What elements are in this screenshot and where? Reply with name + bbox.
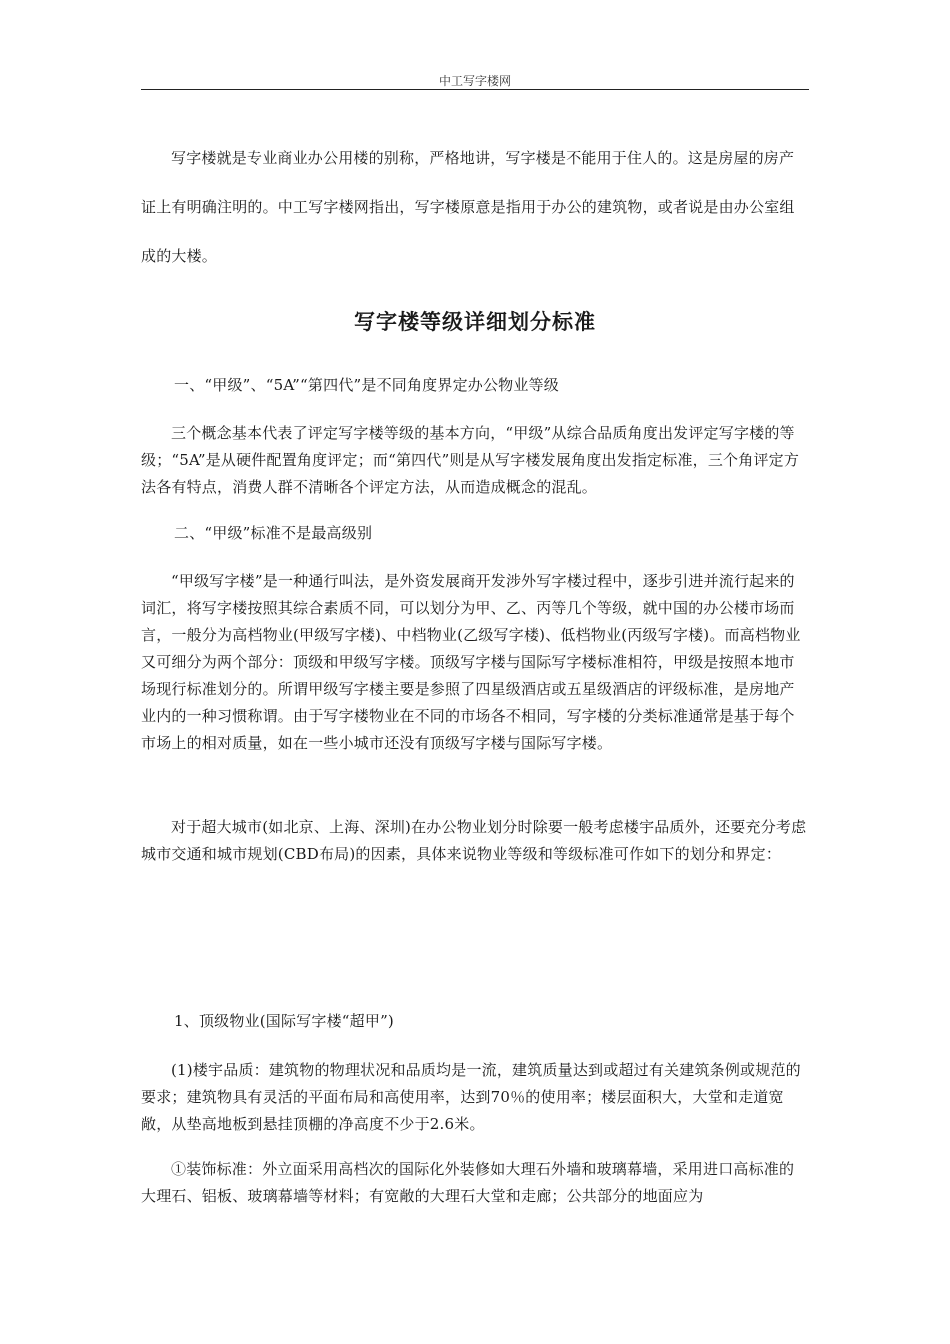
section-2-body-continued: 对于超大城市(如北京、上海、深圳)在办公物业划分时除要一般考虑楼宇品质外，还要充分考虑城市交通和城市规划(CBD布局)的因素，具体来说物业等级和等级标准可作如下的划分和界定： xyxy=(141,818,807,863)
section-2-heading: 二、“甲级”标准不是最高级别 xyxy=(174,524,373,542)
header-divider xyxy=(141,89,809,90)
item-1-quality: (1)楼宇品质：建筑物的物理状况和品质均是一流，建筑质量达到或超过有关建筑条例或规范的要求；建筑物具有灵活的平面布局和高使用率，达到70％的使用率；楼层面积大，大堂和走道宽敞，从垫高地板到悬挂顶棚的净高度不少于2.6米。 xyxy=(141,1061,801,1133)
section-1-heading: 一、“甲级”、“5A”“第四代”是不同角度界定办公物业等级 xyxy=(174,376,559,394)
item-1-heading: 1、顶级物业(国际写字楼“超甲”) xyxy=(174,1012,394,1030)
section-2-body: “甲级写字楼”是一种通行叫法，是外资发展商开发涉外写字楼过程中，逐步引进并流行起来的词汇，将写字楼按照其综合素质不同，可以划分为甲、乙、丙等几个等级，就中国的办公楼市场而言，一般分为高档物业(甲级写字楼)、中档物业(乙级写字楼)、低档物业(丙级写字楼)。而高档物业又可细分为两个部分：顶级和甲级写字楼。顶级写字楼与国际写字楼标准相符，甲级是按照本地市场现行标准划分的。所谓甲级写字楼主要是参照了四星级酒店或五星级酒店的评级标准，是房地产业内的一种习惯称谓。由于写字楼物业在不同的市场各不相同，写字楼的分类标准通常是基于每个市场上的相对质量，如在一些小城市还没有顶级写字楼与国际写字楼。 xyxy=(141,572,801,752)
page-header: 中工写字楼网 xyxy=(438,74,511,88)
item-1-decoration: ①装饰标准：外立面采用高档次的国际化外装修如大理石外墙和玻璃幕墙，采用进口高标准的大理石、铝板、玻璃幕墙等材料；有宽敞的大理石大堂和走廊；公共部分的地面应为 xyxy=(141,1160,795,1205)
section-1-body: 三个概念基本代表了评定写字楼等级的基本方向，“甲级”从综合品质角度出发评定写字楼的等级；“5A”是从硬件配置角度评定；而“第四代”则是从写字楼发展角度出发指定标准，三个角评定方法各有特点，消费人群不清晰各个评定方法，从而造成概念的混乱。 xyxy=(141,424,800,496)
intro-paragraph: 写字楼就是专业商业办公用楼的别称，严格地讲，写字楼是不能用于住人的。这是房屋的房产证上有明确注明的。中工写字楼网指出，写字楼原意是指用于办公的建筑物，或者说是由办公室组成的大楼。 xyxy=(141,149,795,265)
document-title: 写字楼等级详细划分标准 xyxy=(354,310,596,334)
